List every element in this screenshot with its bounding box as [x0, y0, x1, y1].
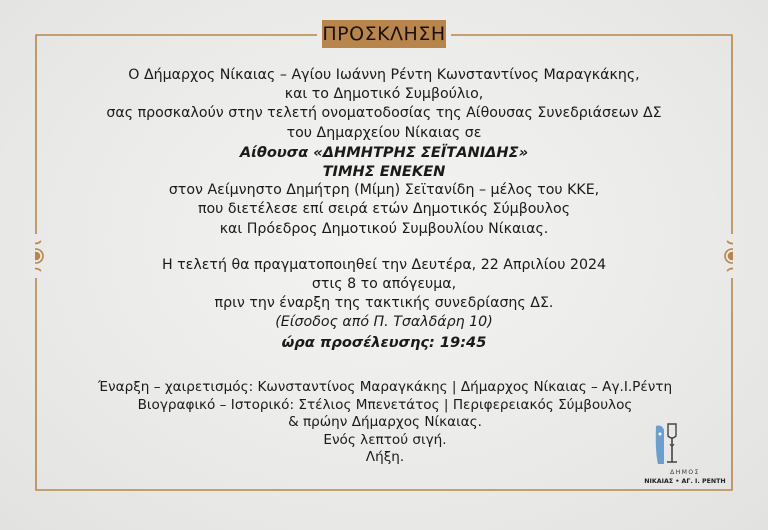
dedication-line: που διετέλεσε επί σειρά ετών Δημοτικός Σύμβουλος — [197, 201, 571, 218]
logo-label-bottom: ΝΙΚΑΙΑΣ • ΑΓ. Ι. ΡΕΝΤΗ — [644, 478, 726, 485]
event-before-meeting: πριν την έναρξη της τακτικής συνεδρίασης ΔΣ. — [214, 295, 554, 312]
dedication-line: και Πρόεδρος Δημοτικού Συμβουλίου Νίκαιας. — [219, 220, 549, 237]
event-program — [75, 379, 695, 467]
intro-line: του Δημαρχείου Νίκαιας σε — [286, 124, 482, 141]
program-line: Έναρξη – χαιρετισμός: Κωνσταντίνος Μαραγκάκης | Δήμαρχος Νίκαιας – Αγ.Ι.Ρέντη — [97, 379, 673, 395]
program-line: Ενός λεπτού σιγή. — [323, 431, 447, 448]
municipality-logo — [640, 420, 730, 490]
municipality-emblem-icon — [654, 422, 680, 468]
program-line: Βιογραφικό – Ιστορικό: Στέλιος Μπενετάτος | Περιφερειακός Σύμβουλος — [137, 396, 633, 413]
program-line: & πρώην Δήμαρχος Νίκαιας. — [288, 414, 482, 430]
dedication-line: στον Αείμνηστο Δημήτρη (Μίμη) Σεϊτανίδη – μέλος του ΚΚΕ, — [168, 182, 600, 199]
logo-label-top: ΔΗΜΟΣ — [670, 469, 700, 476]
honor-heading: ΤΙΜΗΣ ΕΝΕΚΕΝ — [322, 163, 446, 181]
event-arrival-time: ώρα προσέλευσης: 19:45 — [281, 333, 487, 351]
event-date: Η τελετή θα πραγματοποιηθεί την Δευτέρα, 22 Απριλίου 2024 — [161, 256, 607, 273]
intro-line: σας προσκαλούν στην τελετή ονοματοδοσίας της Αίθουσας Συνεδριάσεων ΔΣ — [106, 105, 662, 122]
event-entrance: (Είσοδος από Π. Τσαλδάρη 10) — [275, 314, 493, 331]
invitation-body — [60, 66, 708, 352]
invitation-title: ΠΡΟΣΚΛΗΣΗ — [322, 20, 446, 48]
intro-line: Ο Δήμαρχος Νίκαιας – Αγίου Ιωάννη Ρέντη Κωνσταντίνος Μαραγκάκης, — [128, 67, 640, 83]
intro-line: και το Δημοτικό Συμβούλιο, — [284, 86, 484, 103]
event-time: στις 8 το απόγευμα, — [311, 276, 457, 293]
program-line: Λήξη. — [365, 449, 405, 465]
hall-name: Αίθουσα «ΔΗΜΗΤΡΗΣ ΣΕΪΤΑΝΙΔΗΣ» — [239, 143, 529, 161]
